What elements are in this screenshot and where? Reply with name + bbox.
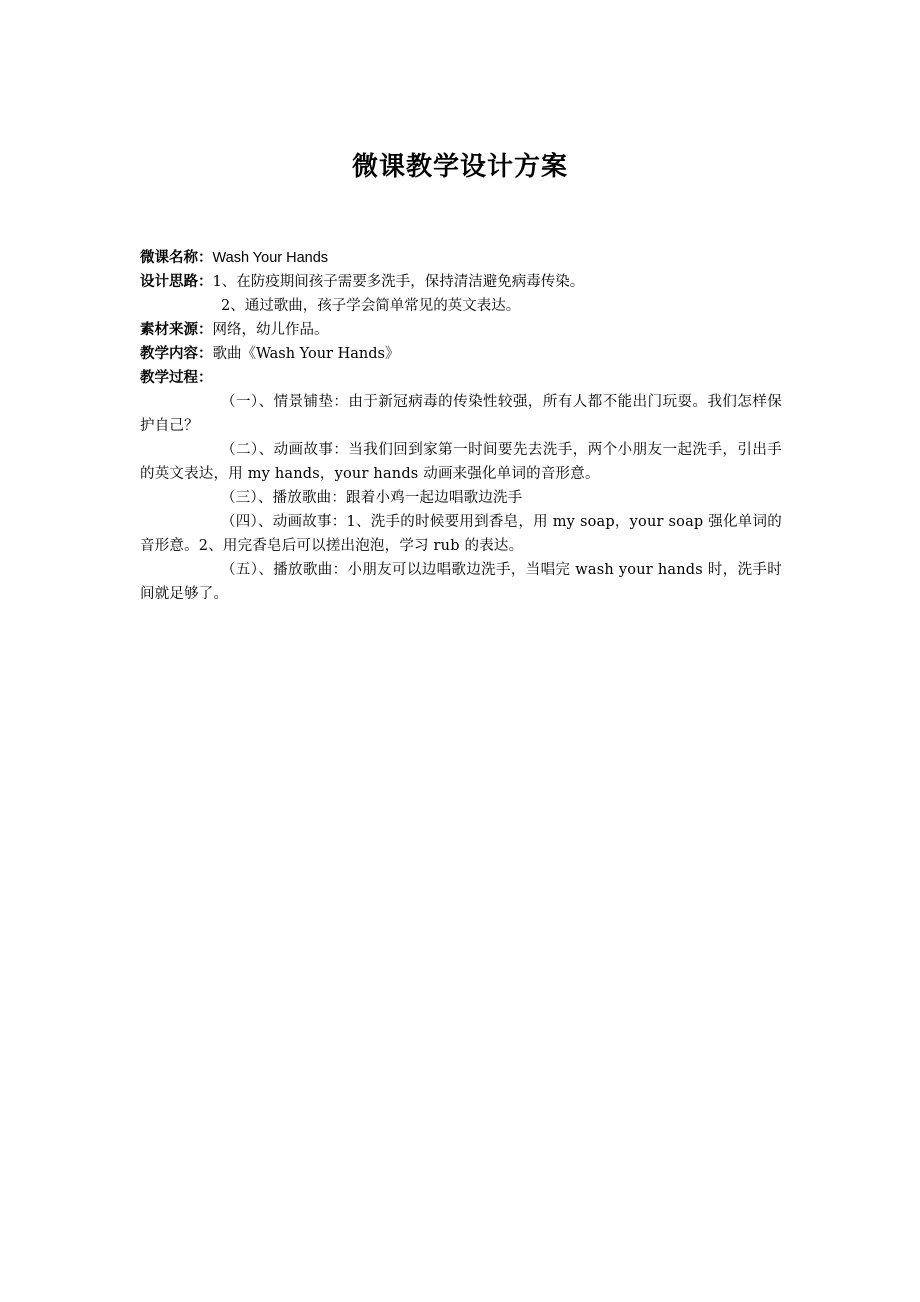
field-process-row (140, 366, 782, 390)
field-idea-row (140, 270, 782, 294)
field-idea-label: 设计思路： (140, 274, 213, 290)
field-idea-line-2: 2、通过歌曲，孩子学会简单常见的英文表达。 (221, 298, 521, 314)
process-step-5: （五）、播放歌曲：小朋友可以边唱歌边洗手，当唱完 wash your hands 时，洗手时间就足够了。 (140, 562, 782, 602)
field-name-row (140, 246, 782, 270)
field-content-label: 教学内容： (140, 346, 213, 362)
process-step-4: （四）、动画故事：1、洗手的时候要用到香皂，用 my soap，your soap 强化单词的音形意。2、用完香皂后可以搓出泡泡，学习 rub 的表达。 (140, 514, 782, 554)
field-name-value: Wash Your Hands (212, 250, 329, 266)
field-idea-line-1: 1、在防疫期间孩子需要多洗手，保持清洁避免病毒传染。 (212, 274, 585, 290)
document-body (140, 246, 782, 606)
field-source-value: 网络，幼儿作品。 (212, 322, 329, 338)
process-step-2: （二）、动画故事：当我们回到家第一时间要先去洗手，两个小朋友一起洗手，引出手的英文表达，用 my hands，your hands 动画来强化单词的音形意。 (140, 442, 782, 482)
process-step-1: （一）、情景铺垫：由于新冠病毒的传染性较强，所有人都不能出门玩耍。我们怎样保护自己？ (140, 394, 782, 434)
field-process-label: 教学过程： (140, 370, 213, 386)
field-source-label: 素材来源： (140, 322, 213, 338)
field-source-row (140, 318, 782, 342)
field-name-label: 微课名称： (140, 250, 213, 266)
process-step-3: （三）、播放歌曲：跟着小鸡一起边唱歌边洗手 (221, 490, 523, 506)
document-title: 微课教学设计方案 (351, 152, 568, 182)
field-content-value: 歌曲《Wash Your Hands》 (212, 346, 400, 362)
field-content-row (140, 342, 782, 366)
